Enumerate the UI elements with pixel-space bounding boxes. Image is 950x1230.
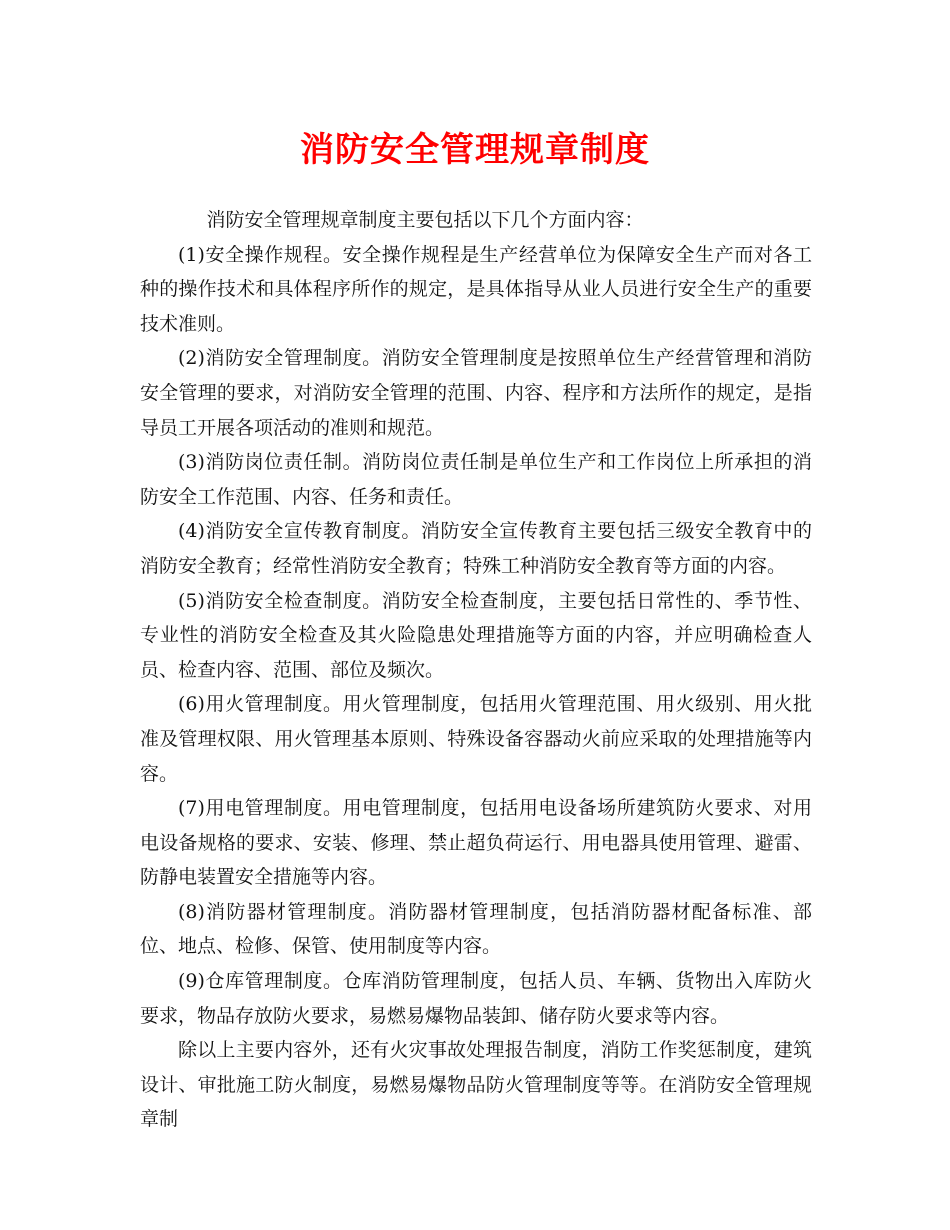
paragraph-post-responsibility: (3)消防岗位责任制。消防岗位责任制是单位生产和工作岗位上所承担的消防安全工作范围、内容、任务和责任。 bbox=[140, 451, 812, 508]
paragraph-other-systems: 除以上主要内容外，还有火灾事故处理报告制度，消防工作奖惩制度，建筑设计、审批施工防火制度，易燃易爆物品防火管理制度等等。在消防安全管理规章制 bbox=[140, 1039, 812, 1131]
document-body bbox=[140, 203, 812, 1137]
paragraph-fire-use: (6)用火管理制度。用火管理制度，包括用火管理范围、用火级别、用火批准及管理权限、用火管理基本原则、特殊设备容器动火前应采取的处理措施等内容。 bbox=[140, 693, 812, 785]
paragraph-safety-operation-rules: (1)安全操作规程。安全操作规程是生产经营单位为保障安全生产而对各工种的操作技术和具体程序所作的规定，是具体指导从业人员进行安全生产的重要技术准则。 bbox=[140, 243, 812, 335]
document-title: 消防安全管理规章制度 bbox=[300, 130, 650, 170]
paragraph-education: (4)消防安全宣传教育制度。消防安全宣传教育主要包括三级安全教育中的消防安全教育；经常性消防安全教育；特殊工种消防安全教育等方面的内容。 bbox=[140, 520, 812, 577]
paragraph-inspection: (5)消防安全检查制度。消防安全检查制度，主要包括日常性的、季节性、专业性的消防安全检查及其火险隐患处理措施等方面的内容，并应明确检查人员、检查内容、范围、部位及频次。 bbox=[140, 589, 812, 681]
paragraph-electricity-use: (7)用电管理制度。用电管理制度，包括用电设备场所建筑防火要求、对用电设备规格的要求、安装、修理、禁止超负荷运行、用电器具使用管理、避雷、防静电装置安全措施等内容。 bbox=[140, 797, 812, 889]
paragraph-equipment: (8)消防器材管理制度。消防器材管理制度，包括消防器材配备标准、部位、地点、检修、保管、使用制度等内容。 bbox=[140, 900, 812, 958]
intro-paragraph: 消防安全管理规章制度主要包括以下几个方面内容： bbox=[206, 209, 644, 231]
paragraph-warehouse: (9)仓库管理制度。仓库消防管理制度，包括人员、车辆、货物出入库防火要求，物品存放防火要求，易燃易爆物品装卸、储存防火要求等内容。 bbox=[140, 970, 812, 1027]
paragraph-fire-safety-management: (2)消防安全管理制度。消防安全管理制度是按照单位生产经营管理和消防安全管理的要求，对消防安全管理的范围、内容、程序和方法所作的规定，是指导员工开展各项活动的准则和规范。 bbox=[140, 347, 812, 439]
